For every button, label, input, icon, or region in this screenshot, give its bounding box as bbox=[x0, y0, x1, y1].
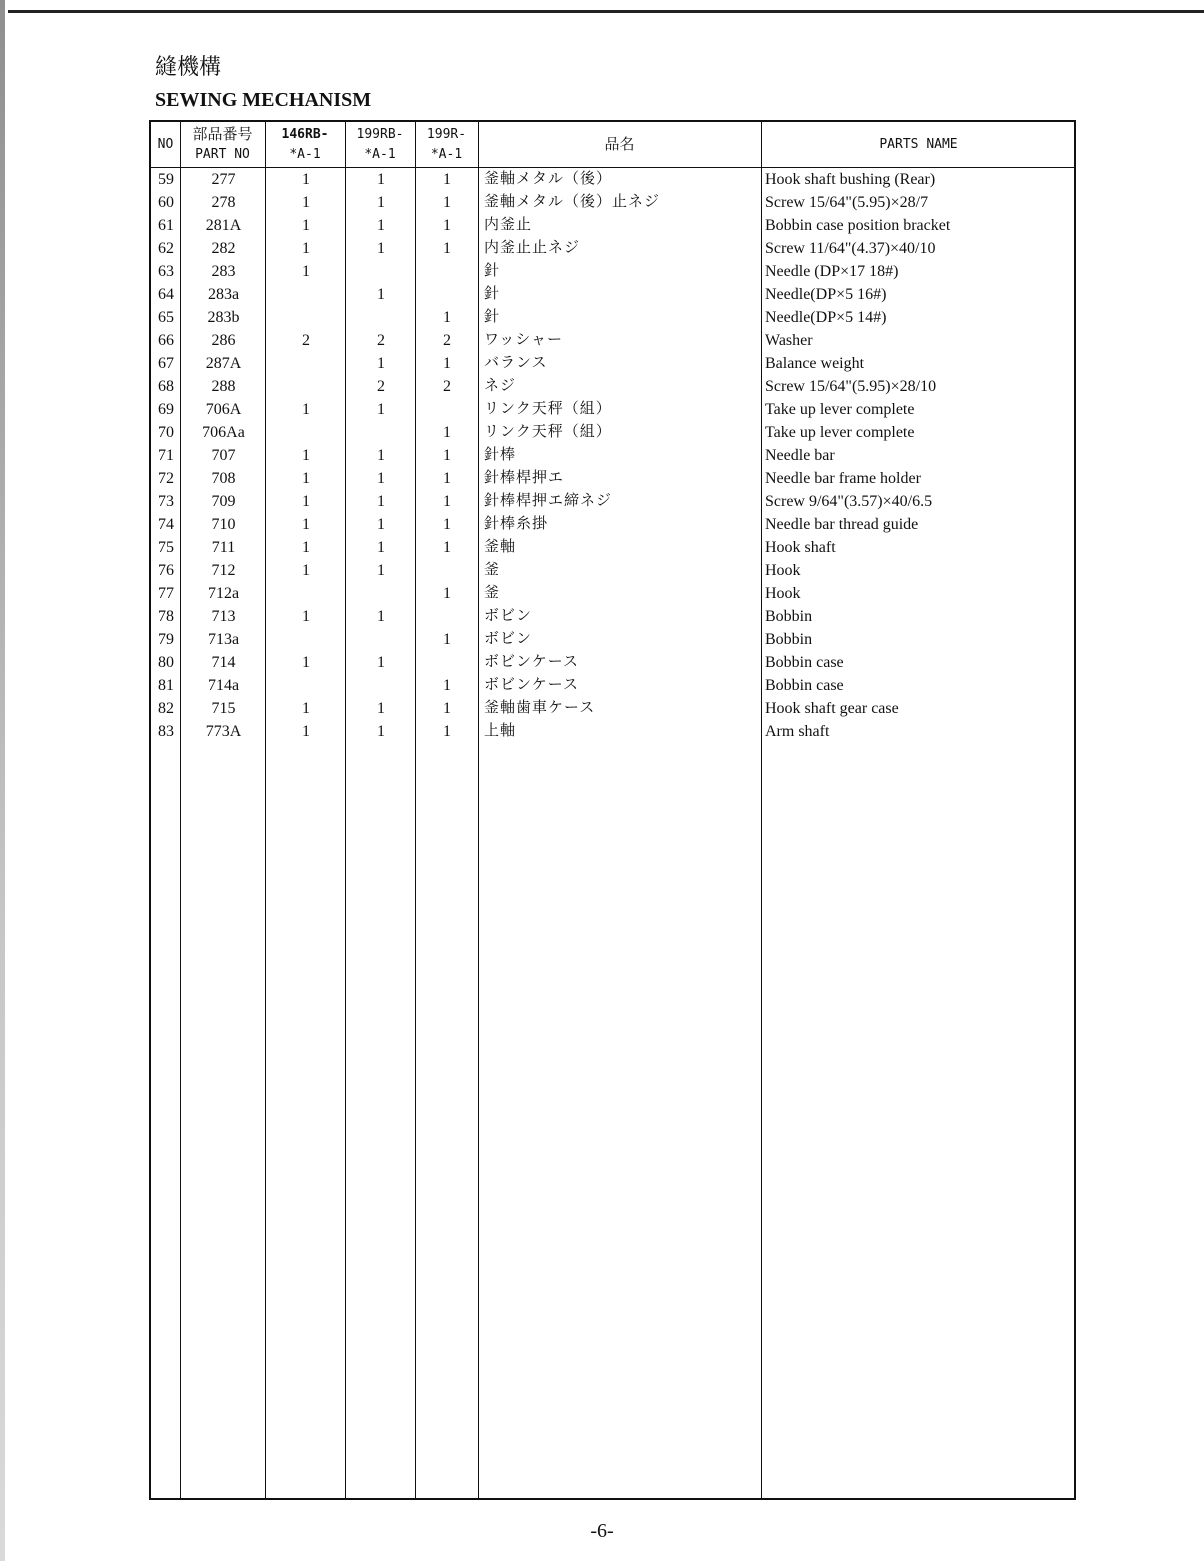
header-part-no bbox=[180, 122, 265, 167]
cell-no: 59 bbox=[158, 171, 174, 188]
header-model-199r bbox=[415, 122, 478, 167]
table-row bbox=[151, 191, 1074, 214]
cell-part-no: 282 bbox=[211, 240, 236, 257]
cell-part-no: 277 bbox=[211, 171, 236, 188]
cell-name-jp: リンク天秤（組） bbox=[484, 401, 612, 417]
cell-qty-199r: 1 bbox=[443, 355, 451, 372]
cell-qty-199r: 1 bbox=[443, 677, 451, 694]
cell-qty-199r bbox=[416, 605, 478, 628]
cell-part-no: 712 bbox=[211, 562, 236, 579]
cell-qty-146rb: 1 bbox=[302, 401, 310, 418]
cell-part-no: 709 bbox=[211, 493, 236, 510]
cell-qty-199r: 1 bbox=[443, 194, 451, 211]
cell-qty-146rb: 1 bbox=[302, 562, 310, 579]
cell-qty-199r: 1 bbox=[443, 171, 451, 188]
cell-name-jp: 内釜止止ネジ bbox=[484, 240, 581, 256]
cell-qty-199r: 1 bbox=[443, 539, 451, 556]
header-parts-name-label: PARTS NAME bbox=[879, 136, 958, 152]
cell-no: 67 bbox=[158, 355, 174, 372]
cell-name-jp: 内釜止 bbox=[484, 217, 533, 233]
cell-part-no: 773A bbox=[205, 723, 242, 740]
cell-qty-146rb bbox=[266, 352, 346, 375]
cell-qty-199r: 2 bbox=[443, 332, 451, 349]
cell-name-jp: 上軸 bbox=[484, 723, 517, 739]
cell-name-jp: 針 bbox=[484, 309, 501, 325]
cell-name-jp: 釜軸 bbox=[484, 539, 517, 555]
cell-parts-name: Arm shaft bbox=[765, 723, 830, 740]
cell-parts-name: Screw 9/64"(3.57)×40/6.5 bbox=[765, 493, 933, 510]
cell-name-jp: リンク天秤（組） bbox=[484, 424, 612, 440]
cell-parts-name: Screw 15/64"(5.95)×28/7 bbox=[765, 194, 929, 211]
cell-qty-146rb bbox=[266, 674, 346, 697]
cell-qty-199rb: 1 bbox=[377, 700, 385, 717]
cell-parts-name: Screw 15/64"(5.95)×28/10 bbox=[765, 378, 937, 395]
header-no bbox=[151, 122, 180, 167]
cell-parts-name: Needle bar thread guide bbox=[765, 516, 919, 533]
cell-name-jp: バランス bbox=[484, 355, 548, 371]
header-part-no-en: PART NO bbox=[195, 146, 250, 162]
cell-no: 72 bbox=[158, 470, 174, 487]
cell-qty-199rb: 1 bbox=[377, 286, 385, 303]
cell-name-jp: ワッシャー bbox=[484, 332, 563, 348]
cell-name-jp: 針棒糸掛 bbox=[484, 516, 549, 532]
cell-name-jp: 釜 bbox=[484, 562, 501, 578]
cell-parts-name: Needle(DP×5 16#) bbox=[765, 286, 887, 303]
cell-qty-146rb: 1 bbox=[302, 493, 310, 510]
table-row bbox=[151, 283, 1074, 306]
cell-no: 74 bbox=[158, 516, 174, 533]
cell-qty-199r bbox=[416, 260, 478, 283]
table-row bbox=[151, 329, 1074, 352]
cell-part-no: 715 bbox=[211, 700, 236, 717]
cell-qty-199r: 1 bbox=[443, 240, 451, 257]
cell-name-jp: 針棒 bbox=[484, 447, 517, 463]
cell-name-jp: ボビン bbox=[484, 608, 533, 624]
cell-qty-199rb: 1 bbox=[377, 493, 385, 510]
cell-qty-199r: 1 bbox=[443, 516, 451, 533]
cell-part-no: 283 bbox=[211, 263, 236, 280]
cell-part-no: 711 bbox=[211, 539, 236, 556]
cell-name-jp: ボビンケース bbox=[484, 654, 579, 670]
cell-qty-199r: 1 bbox=[443, 723, 451, 740]
cell-no: 66 bbox=[158, 332, 174, 349]
cell-qty-199r: 1 bbox=[443, 700, 451, 717]
cell-qty-199r bbox=[416, 559, 478, 582]
cell-no: 81 bbox=[158, 677, 174, 694]
cell-qty-146rb: 2 bbox=[302, 332, 310, 349]
cell-parts-name: Hook bbox=[765, 585, 801, 602]
cell-qty-199rb: 1 bbox=[377, 608, 385, 625]
header-model-199rb-line2: *A-1 bbox=[364, 146, 396, 162]
cell-qty-199r: 1 bbox=[443, 424, 451, 441]
cell-name-jp: 針 bbox=[484, 286, 501, 302]
cell-qty-146rb: 1 bbox=[302, 240, 310, 257]
table-row bbox=[151, 651, 1074, 674]
cell-name-jp: 針棒桿押エ bbox=[484, 470, 565, 486]
page-number: -6- bbox=[590, 1520, 614, 1542]
table-row bbox=[151, 628, 1074, 651]
cell-qty-199r: 1 bbox=[443, 447, 451, 464]
cell-qty-199r bbox=[416, 398, 478, 421]
header-no-label: NO bbox=[157, 136, 174, 152]
cell-no: 63 bbox=[158, 263, 174, 280]
cell-qty-146rb bbox=[266, 283, 346, 306]
cell-no: 65 bbox=[158, 309, 174, 326]
cell-part-no: 708 bbox=[211, 470, 236, 487]
header-model-199r-line1: 199R- bbox=[426, 126, 467, 142]
cell-parts-name: Bobbin bbox=[765, 631, 813, 648]
cell-qty-199rb bbox=[346, 628, 416, 651]
cell-part-no: 712a bbox=[207, 585, 240, 602]
cell-qty-199rb: 1 bbox=[377, 447, 385, 464]
cell-qty-146rb bbox=[266, 306, 346, 329]
cell-qty-146rb: 1 bbox=[302, 516, 310, 533]
cell-qty-199rb: 1 bbox=[377, 654, 385, 671]
cell-qty-146rb: 1 bbox=[302, 217, 310, 234]
table-row bbox=[151, 720, 1074, 743]
table-row bbox=[151, 490, 1074, 513]
cell-qty-199rb: 2 bbox=[377, 378, 385, 395]
table-row bbox=[151, 536, 1074, 559]
cell-no: 75 bbox=[158, 539, 174, 556]
cell-no: 64 bbox=[158, 286, 174, 303]
cell-no: 61 bbox=[158, 217, 174, 234]
cell-qty-146rb: 1 bbox=[302, 470, 310, 487]
cell-qty-199r: 2 bbox=[443, 378, 451, 395]
table-row bbox=[151, 605, 1074, 628]
cell-parts-name: Washer bbox=[765, 332, 813, 349]
cell-name-jp: 釜軸メタル（後）止ネジ bbox=[484, 194, 661, 210]
table-row bbox=[151, 421, 1074, 444]
cell-name-jp: 釜軸歯車ケース bbox=[484, 700, 596, 716]
cell-no: 80 bbox=[158, 654, 174, 671]
cell-qty-199rb: 1 bbox=[377, 539, 385, 556]
cell-no: 77 bbox=[158, 585, 174, 602]
table-row bbox=[151, 237, 1074, 260]
cell-part-no: 706A bbox=[205, 401, 242, 418]
table-row bbox=[151, 168, 1074, 191]
cell-part-no: 707 bbox=[211, 447, 236, 464]
cell-qty-146rb: 1 bbox=[302, 194, 310, 211]
cell-qty-146rb: 1 bbox=[302, 539, 310, 556]
cell-qty-199r: 1 bbox=[443, 470, 451, 487]
cell-part-no: 287A bbox=[205, 355, 242, 372]
section-title: SEWING MECHANISM bbox=[155, 89, 372, 111]
cell-part-no: 713a bbox=[207, 631, 240, 648]
header-part-no-jp: 部品番号 bbox=[192, 126, 253, 143]
cell-part-no: 714a bbox=[207, 677, 240, 694]
cell-no: 70 bbox=[158, 424, 174, 441]
cell-part-no: 714 bbox=[211, 654, 236, 671]
cell-no: 79 bbox=[158, 631, 174, 648]
cell-part-no: 706Aa bbox=[202, 424, 245, 441]
cell-part-no: 283b bbox=[207, 309, 240, 326]
cell-no: 78 bbox=[158, 608, 174, 625]
cell-qty-199rb bbox=[346, 674, 416, 697]
cell-qty-146rb: 1 bbox=[302, 654, 310, 671]
cell-qty-199rb: 1 bbox=[377, 562, 385, 579]
header-name-jp bbox=[478, 122, 761, 167]
cell-parts-name: Needle (DP×17 18#) bbox=[765, 263, 899, 280]
table-row bbox=[151, 582, 1074, 605]
cell-qty-146rb bbox=[266, 582, 346, 605]
table-row bbox=[151, 444, 1074, 467]
table-body bbox=[151, 168, 1074, 743]
cell-part-no: 288 bbox=[211, 378, 236, 395]
cell-name-jp: ボビン bbox=[484, 631, 533, 647]
cell-qty-199r bbox=[416, 283, 478, 306]
parts-table bbox=[149, 120, 1076, 1500]
cell-parts-name: Balance weight bbox=[765, 355, 865, 372]
scan-edge-left bbox=[0, 0, 5, 1561]
cell-no: 83 bbox=[158, 723, 174, 740]
cell-name-jp: 釜軸メタル（後） bbox=[484, 171, 613, 187]
cell-qty-146rb: 1 bbox=[302, 700, 310, 717]
cell-qty-199rb: 1 bbox=[377, 194, 385, 211]
table-row bbox=[151, 260, 1074, 283]
cell-no: 68 bbox=[158, 378, 174, 395]
cell-qty-199r: 1 bbox=[443, 631, 451, 648]
cell-qty-146rb bbox=[266, 421, 346, 444]
table-row bbox=[151, 513, 1074, 536]
cell-part-no: 278 bbox=[211, 194, 236, 211]
section-title-japanese: 縫機構 bbox=[155, 54, 222, 79]
cell-name-jp: ボビンケース bbox=[484, 677, 579, 693]
header-parts-name bbox=[761, 122, 1076, 167]
cell-no: 62 bbox=[158, 240, 174, 257]
cell-qty-199rb: 2 bbox=[377, 332, 385, 349]
cell-qty-199r: 1 bbox=[443, 493, 451, 510]
cell-qty-146rb: 1 bbox=[302, 608, 310, 625]
header-model-146rb bbox=[265, 122, 345, 167]
header-model-199rb bbox=[345, 122, 415, 167]
cell-qty-199rb bbox=[346, 582, 416, 605]
cell-no: 82 bbox=[158, 700, 174, 717]
cell-no: 73 bbox=[158, 493, 174, 510]
cell-qty-199rb: 1 bbox=[377, 217, 385, 234]
cell-parts-name: Needle bar frame holder bbox=[765, 470, 921, 487]
cell-parts-name: Take up lever complete bbox=[765, 401, 915, 418]
cell-no: 71 bbox=[158, 447, 174, 464]
header-model-146rb-line2: *A-1 bbox=[289, 146, 321, 162]
cell-qty-146rb: 1 bbox=[302, 723, 310, 740]
cell-qty-199r: 1 bbox=[443, 585, 451, 602]
cell-qty-199r: 1 bbox=[443, 309, 451, 326]
header-name-jp-label: 品名 bbox=[604, 136, 635, 153]
cell-name-jp: 針棒桿押エ締ネジ bbox=[484, 493, 613, 509]
table-row bbox=[151, 306, 1074, 329]
table-row bbox=[151, 214, 1074, 237]
table-row bbox=[151, 697, 1074, 720]
cell-no: 76 bbox=[158, 562, 174, 579]
cell-qty-199rb: 1 bbox=[377, 723, 385, 740]
table-row bbox=[151, 467, 1074, 490]
cell-qty-199r: 1 bbox=[443, 217, 451, 234]
cell-parts-name: Bobbin case bbox=[765, 654, 844, 671]
cell-qty-199rb: 1 bbox=[377, 516, 385, 533]
cell-no: 60 bbox=[158, 194, 174, 211]
cell-parts-name: Hook shaft gear case bbox=[765, 700, 899, 717]
cell-qty-146rb: 1 bbox=[302, 447, 310, 464]
cell-parts-name: Needle bar bbox=[765, 447, 835, 464]
cell-name-jp: 針 bbox=[484, 263, 501, 279]
cell-parts-name: Screw 11/64"(4.37)×40/10 bbox=[765, 240, 936, 257]
cell-qty-199rb bbox=[346, 306, 416, 329]
cell-part-no: 710 bbox=[211, 516, 236, 533]
cell-parts-name: Hook bbox=[765, 562, 801, 579]
table-row bbox=[151, 559, 1074, 582]
cell-qty-146rb: 1 bbox=[302, 263, 310, 280]
table-row bbox=[151, 375, 1074, 398]
cell-part-no: 713 bbox=[211, 608, 236, 625]
cell-name-jp: 釜 bbox=[484, 585, 501, 601]
cell-parts-name: Take up lever complete bbox=[765, 424, 915, 441]
cell-name-jp: ネジ bbox=[484, 378, 517, 394]
table-row bbox=[151, 674, 1074, 697]
table-row bbox=[151, 398, 1074, 421]
header-model-199rb-line1: 199RB- bbox=[356, 126, 404, 142]
cell-qty-199rb: 1 bbox=[377, 470, 385, 487]
cell-part-no: 281A bbox=[205, 217, 242, 234]
cell-qty-146rb bbox=[266, 375, 346, 398]
cell-parts-name: Hook shaft bbox=[765, 539, 836, 556]
cell-qty-199rb: 1 bbox=[377, 401, 385, 418]
cell-parts-name: Bobbin bbox=[765, 608, 813, 625]
cell-qty-146rb: 1 bbox=[302, 171, 310, 188]
cell-parts-name: Bobbin case position bracket bbox=[765, 217, 951, 234]
cell-qty-199rb: 1 bbox=[377, 240, 385, 257]
cell-qty-199rb: 1 bbox=[377, 355, 385, 372]
scan-edge-top bbox=[8, 10, 1204, 13]
header-model-146rb-line1: 146RB- bbox=[281, 126, 329, 142]
cell-part-no: 286 bbox=[211, 332, 236, 349]
table-row bbox=[151, 352, 1074, 375]
cell-parts-name: Needle(DP×5 14#) bbox=[765, 309, 887, 326]
cell-no: 69 bbox=[158, 401, 174, 418]
cell-qty-199rb bbox=[346, 421, 416, 444]
cell-qty-199rb: 1 bbox=[377, 171, 385, 188]
header-model-199r-line2: *A-1 bbox=[430, 146, 463, 162]
cell-qty-146rb bbox=[266, 628, 346, 651]
cell-parts-name: Bobbin case bbox=[765, 677, 844, 694]
cell-qty-199rb bbox=[346, 260, 416, 283]
cell-parts-name: Hook shaft bushing (Rear) bbox=[765, 171, 936, 188]
cell-qty-199r bbox=[416, 651, 478, 674]
cell-part-no: 283a bbox=[207, 286, 240, 303]
